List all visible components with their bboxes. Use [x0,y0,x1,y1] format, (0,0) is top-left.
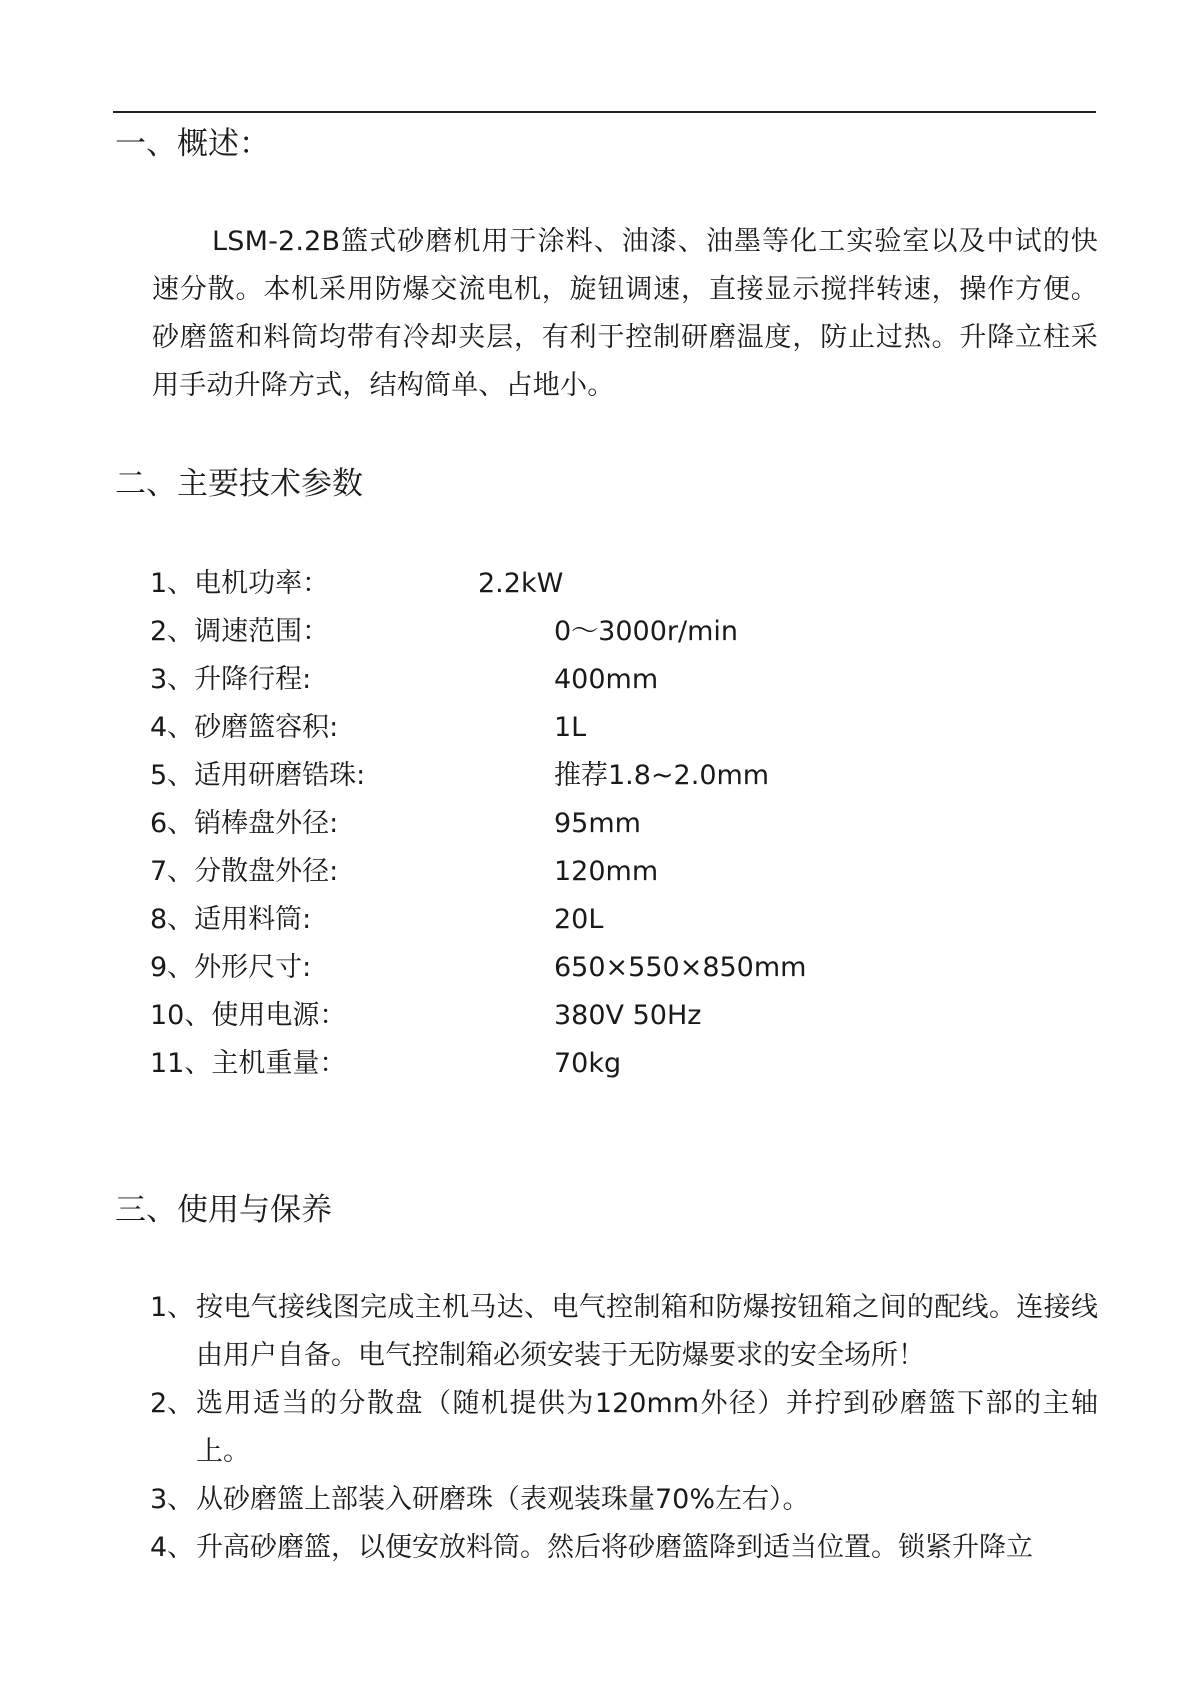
list-item-text: 按电气接线图完成主机马达、电气控制箱和防爆按钮箱之间的配线。连接线由用户自备。电气控制箱必须安装于无防爆要求的安全场所！ [196,1292,1098,1371]
spec-label: 6、销棒盘外径: [150,808,339,839]
spec-label: 8、适用料筒: [150,904,312,935]
list-item [150,1476,1098,1524]
list-item-text: 从砂磨篮上部装入研磨珠（表观装珠量70%左右）。 [196,1484,810,1515]
spec-row [150,896,1050,944]
list-item-number: 3、 [150,1484,195,1515]
spec-label: 7、分散盘外径: [150,856,339,887]
spec-label: 4、砂磨篮容积: [150,712,339,743]
spec-label: 2、调速范围： [150,616,330,647]
spec-value: 650×550×850mm [554,952,807,983]
list-item-number: 4、 [150,1532,195,1563]
list-item-number: 1、 [150,1292,195,1323]
spec-value: 380V 50Hz [554,1000,702,1031]
spec-label: 9、外形尺寸: [150,952,312,983]
spec-row [150,800,1050,848]
spec-row [150,560,1050,608]
spec-value: 20L [554,904,604,935]
overview-text: LSM-2.2B篮式砂磨机用于涂料、油漆、油墨等化工实验室以及中试的快速分散。本机采用防爆交流电机，旋钮调速，直接显示搅拌转速，操作方便。砂磨篮和料筒均带有冷却夹层，有利于控制研磨温度，防止过热。升降立柱采用手动升降方式，结构简单、占地小。 [152,226,1098,401]
spec-value: 120mm [554,856,659,887]
spec-value: 2.2kW [478,568,564,599]
spec-value: 1L [554,712,587,743]
spec-label: 3、升降行程: [150,664,312,695]
spec-label: 1、电机功率： [150,568,330,599]
list-item [150,1524,1098,1572]
spec-row [150,704,1050,752]
list-item-number: 2、 [150,1388,195,1419]
overview-paragraph [152,218,1098,410]
spec-value: 400mm [554,664,659,695]
spec-row [150,992,1050,1040]
section-2-heading: 二、主要技术参数 [115,466,363,502]
top-divider [113,111,1096,113]
spec-row [150,608,1050,656]
spec-row [150,944,1050,992]
list-item-text: 升高砂磨篮，以便安放料筒。然后将砂磨篮降到适当位置。锁紧升降立 [196,1532,1033,1563]
spec-value: 95mm [554,808,641,839]
spec-label: 5、适用研磨锆珠: [150,760,366,791]
spec-row [150,1040,1050,1088]
list-item [150,1380,1098,1476]
spec-row [150,752,1050,800]
spec-value: 70kg [554,1048,622,1079]
spec-row [150,656,1050,704]
spec-value: 推荐1.8~2.0mm [554,760,770,791]
spec-label: 10、使用电源： [150,1000,347,1031]
spec-row [150,848,1050,896]
list-item [150,1284,1098,1380]
section-3-heading: 三、使用与保养 [115,1192,332,1228]
list-item-text: 选用适当的分散盘（随机提供为120mm外径）并拧到砂磨篮下部的主轴上。 [196,1388,1098,1467]
spec-value: 0～3000r/min [554,616,739,647]
spec-label: 11、主机重量： [150,1048,347,1079]
section-1-heading: 一、概述： [115,126,270,162]
